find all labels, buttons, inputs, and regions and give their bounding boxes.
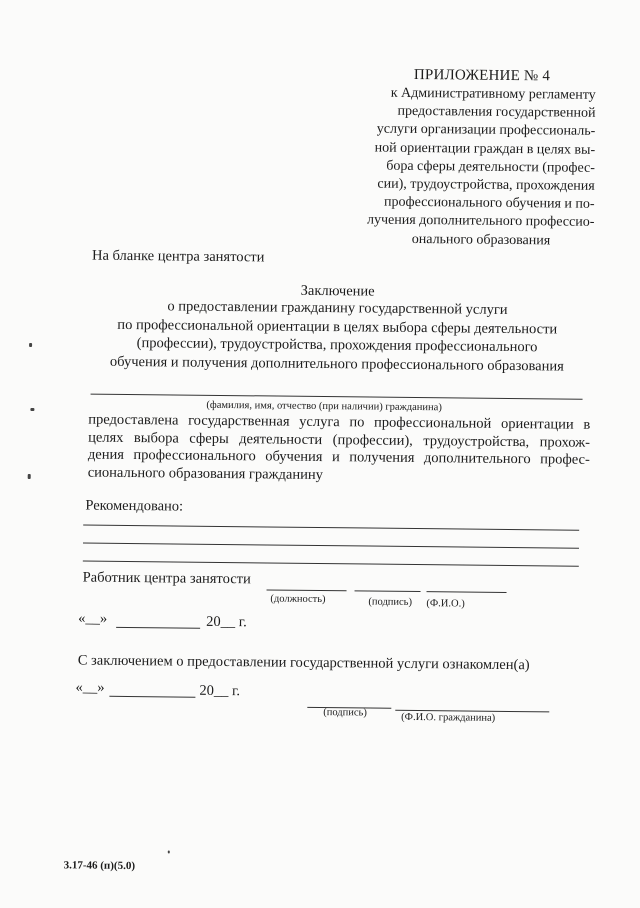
- service-statement: [88, 412, 591, 487]
- appendix-line: профессионального обучения и по-: [383, 194, 595, 213]
- citizen-name-caption: (Ф.И.О. гражданина): [401, 711, 496, 724]
- date-day-open: «__»: [78, 610, 108, 627]
- body-line: целях выбора сферы деятельности (профессии), трудоустройства, прохож-: [88, 429, 591, 451]
- citizen-name-line[interactable]: [91, 394, 583, 400]
- date-month-line[interactable]: [109, 696, 195, 698]
- date-year: 20__ г.: [206, 613, 247, 631]
- body-line: дения профессионального обучения и получения дополнительного профес-: [87, 446, 590, 468]
- worker-name-line[interactable]: [427, 591, 507, 593]
- worker-position-caption: (должность): [270, 593, 326, 606]
- scan-speck: [30, 408, 34, 411]
- scan-speck: [28, 474, 31, 479]
- subtitle-line: о предоставлении гражданину государственной услуги: [167, 298, 508, 318]
- worker-position-line[interactable]: [267, 589, 347, 591]
- subtitle-line: (профессии), трудоустройства, прохождения профессионального: [136, 335, 538, 356]
- recommended-label: Рекомендовано:: [85, 497, 184, 515]
- appendix-line: сии), трудоустройства, прохождения: [377, 176, 595, 194]
- acknowledgement-text: С заключением о предоставлении государственной услуги ознакомлен(а): [77, 652, 530, 674]
- recommendation-line-2[interactable]: [83, 543, 579, 549]
- recommendation-line-1[interactable]: [83, 525, 579, 531]
- citizen-signature-caption: (подпись): [323, 707, 367, 719]
- letterhead-note: На бланке центра занятости: [91, 247, 265, 266]
- worker-signature-line[interactable]: [355, 590, 421, 592]
- scan-speck: [168, 850, 170, 853]
- worker-signature-caption: (подпись): [368, 596, 413, 608]
- date-day-open: «__»: [75, 679, 105, 696]
- worker-name-caption: (Ф.И.О.): [426, 598, 465, 610]
- date-year: 20__ г.: [199, 682, 241, 700]
- conclusion-title: Заключение: [300, 282, 375, 300]
- date-month-line[interactable]: [116, 627, 200, 629]
- subtitle-line: по профессиональной ориентации в целях выбора сферы деятельности: [117, 316, 558, 337]
- appendix-line: к Административному регламенту: [390, 85, 596, 103]
- body-line: сионального образования гражданину: [87, 464, 324, 483]
- appendix-line: бора сферы деятельности (профес-: [386, 158, 596, 176]
- scan-speck: [29, 343, 32, 347]
- appendix-line: предоставления государственной: [397, 103, 596, 122]
- appendix-line: услуги организации профессиональ-: [376, 121, 596, 140]
- form-code: 3.17-46 (п)(5.0): [63, 859, 136, 873]
- subtitle-line: обучения и получения дополнительного профессионального образования: [109, 353, 564, 375]
- appendix-reference: [354, 84, 596, 250]
- appendix-line: ной ориентации граждан в целях вы-: [374, 140, 596, 158]
- recommendation-line-3[interactable]: [83, 561, 579, 567]
- appendix-line: лучения дополнительного профессио-: [366, 212, 595, 231]
- citizen-name-caption: (фамилия, имя, отчество (при наличии) гражданина): [206, 399, 442, 414]
- conclusion-subtitle: [97, 297, 578, 376]
- appendix-title: ПРИЛОЖЕНИЕ № 4: [413, 66, 551, 85]
- appendix-line: онального образования: [411, 231, 551, 249]
- worker-label: Работник центра занятости: [82, 569, 251, 588]
- body-line: предоставлена государственная услуга по профессиональной ориентации в: [88, 411, 591, 433]
